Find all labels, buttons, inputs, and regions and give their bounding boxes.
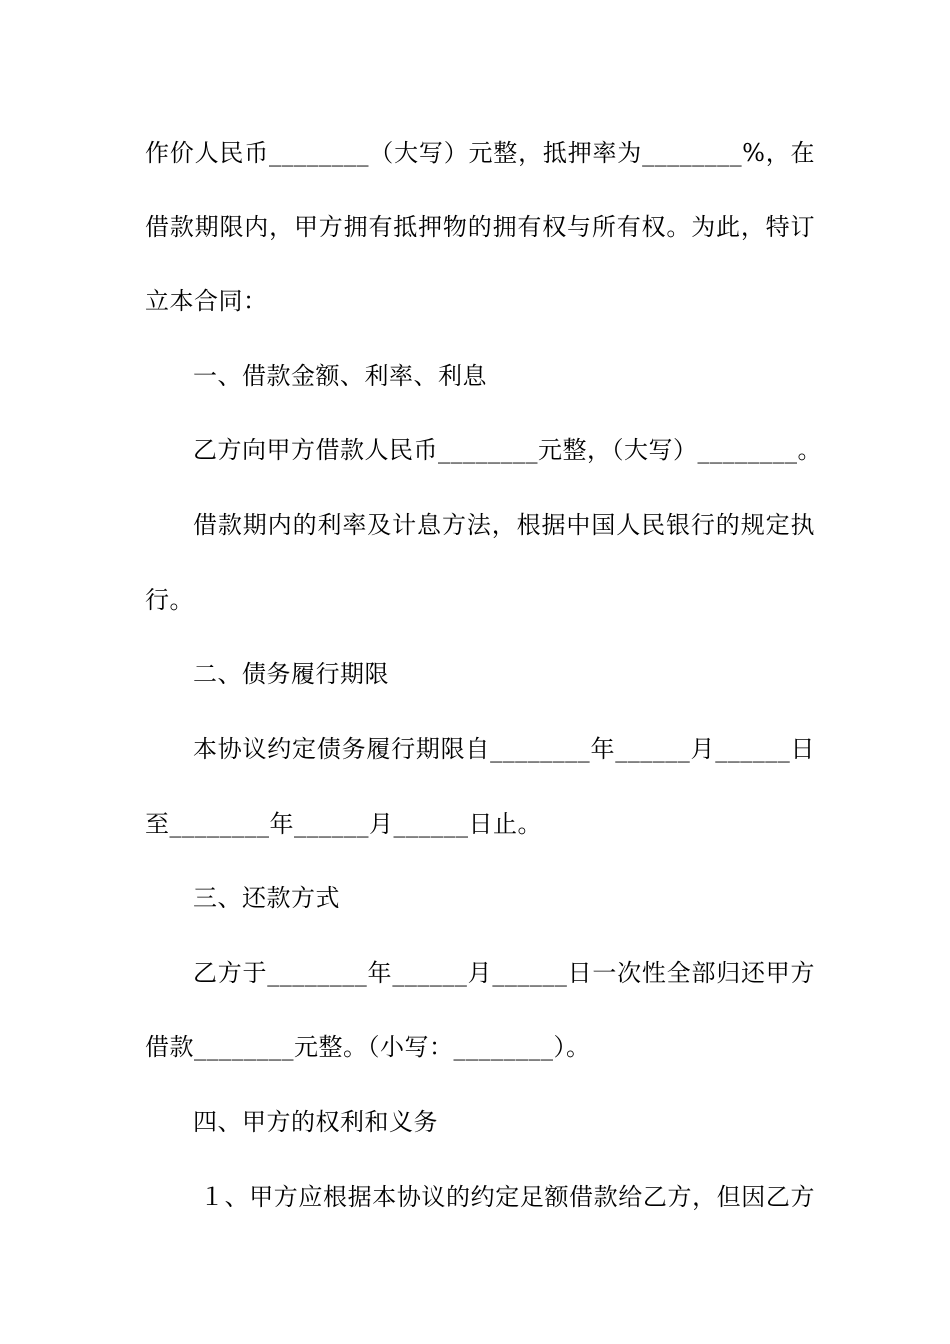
paragraph-line-3: 立本合同： bbox=[145, 287, 268, 315]
paragraph-line-13: 借款________元整。（小写：________）。 bbox=[145, 1033, 591, 1061]
paragraph-line-15: １、甲方应根据本协议的约定足额借款给乙方，但因乙方 bbox=[200, 1183, 815, 1211]
section-heading-3: 三、还款方式 bbox=[193, 884, 340, 912]
paragraph-line-10: 至________年______月______日止。 bbox=[145, 810, 542, 838]
section-heading-4: 四、甲方的权利和义务 bbox=[193, 1108, 438, 1136]
section-heading-1: 一、借款金额、利率、利息 bbox=[193, 362, 487, 390]
section-heading-2: 二、债务履行期限 bbox=[193, 660, 389, 688]
paragraph-line-1: 作价人民币________（大写）元整，抵押率为________%，在 bbox=[145, 139, 815, 167]
paragraph-line-5: 乙方向甲方借款人民币________元整，（大写）________。 bbox=[193, 436, 822, 464]
paragraph-line-6: 借款期内的利率及计息方法，根据中国人民银行的规定执 bbox=[193, 511, 815, 539]
paragraph-line-2: 借款期限内，甲方拥有抵押物的拥有权与所有权。为此，特订 bbox=[145, 213, 815, 241]
paragraph-line-9: 本协议约定债务履行期限自________年______月______日 bbox=[193, 735, 815, 763]
paragraph-line-12: 乙方于________年______月______日一次性全部归还甲方 bbox=[193, 959, 815, 987]
paragraph-line-7: 行。 bbox=[145, 586, 194, 614]
